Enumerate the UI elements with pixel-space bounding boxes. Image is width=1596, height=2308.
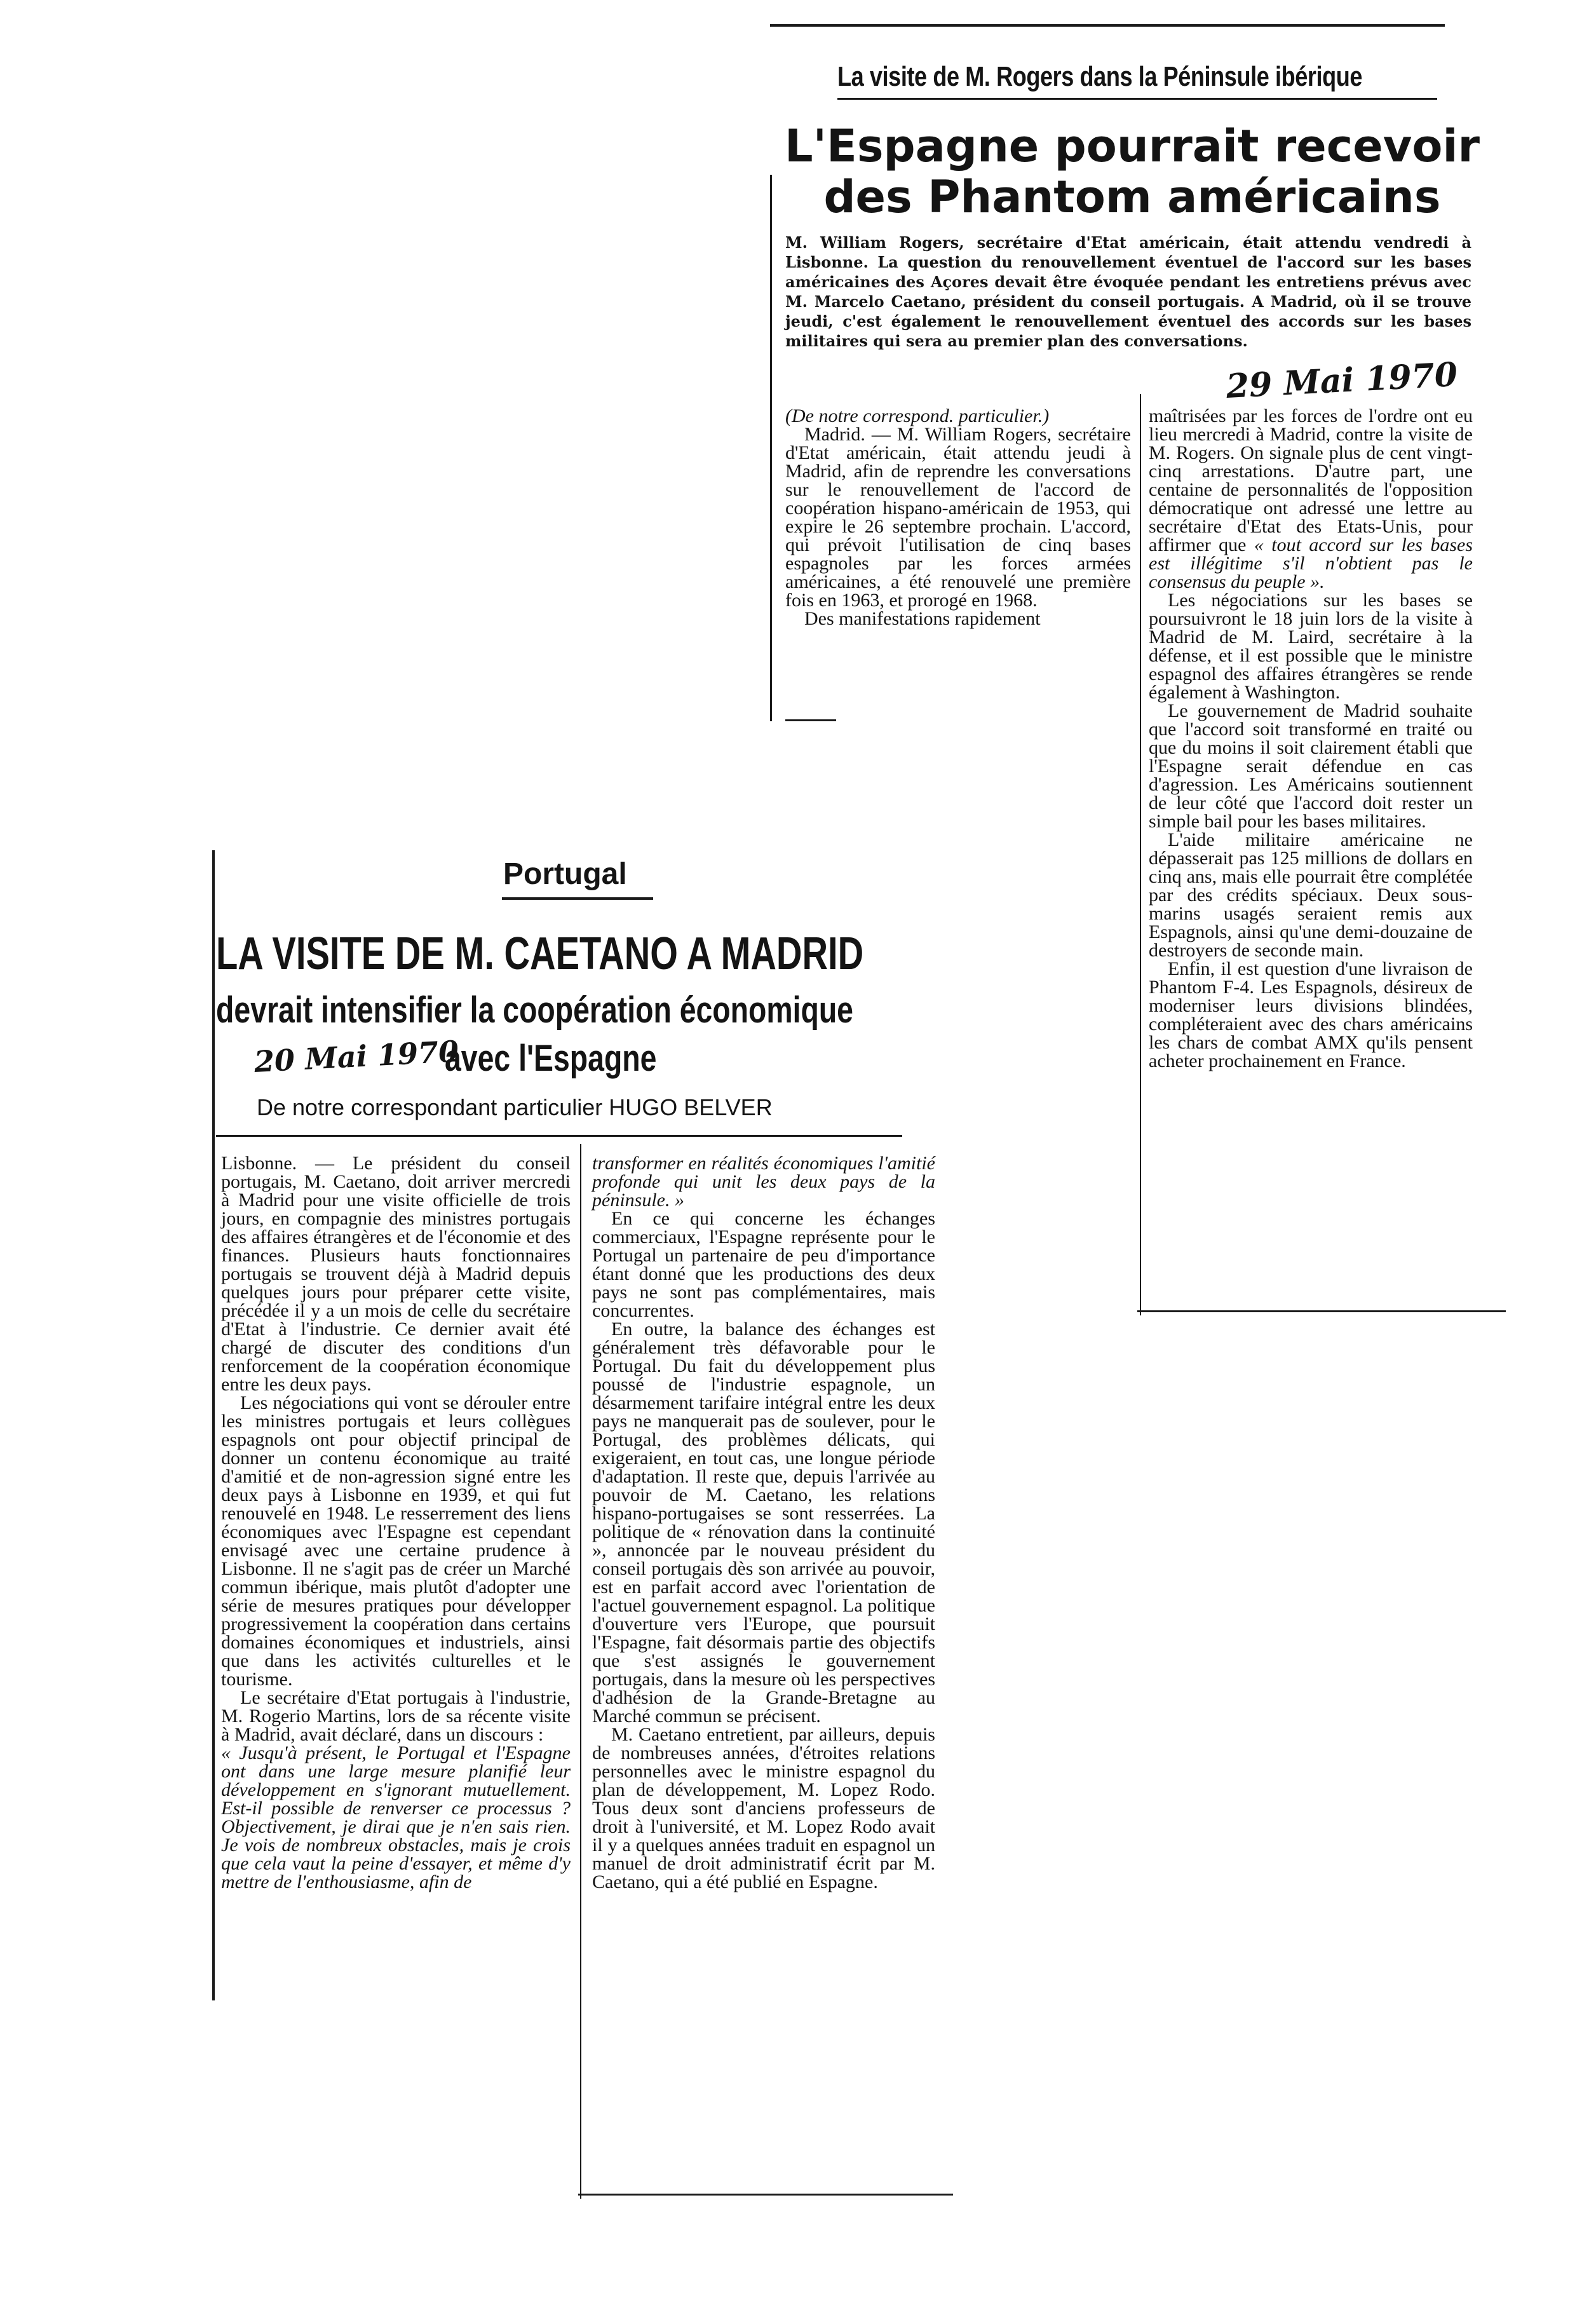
rogers-headline-line1: L'Espagne pourrait recevoir — [785, 120, 1480, 172]
caetano-col2-para-2: En outre, la balance des échanges est généralement très défavorable pour le Portugal. Du fait du développement plus poussé de l'industrie espagnole, un désarmement tarifaire intégral entre les deux pays ne manquerait pas de soulever, pour le Portugal, des problèmes délicats, qui exigeraient, en tout cas, une longue période d'adaptation. Il reste que, depuis l'arrivée au pouvoir de M. Caetano, les relations hispano-portugaises se sont resserrées. La politique de « rénovation dans la continuité », annoncée par le nouveau président du conseil portugais dès son arrivée au pouvoir, est en parfait accord avec l'orientation de l'actuel gouvernement espagnol. La politique d'ouverture vers l'Europe, que poursuit l'Espagne, fait désormais partie des objectifs que s'est assignés le gouvernement portugais, dans la mesure où les perspectives d'adhésion de la Grande-Bretagne au Marché commun se précisent. — [592, 1319, 935, 1727]
caetano-col1-para-1: Lisbonne. — Le président du conseil portugais, M. Caetano, doit arriver mercredi à Madrid pour une visite officielle de trois jours, en compagnie des ministres portugais des affaires étrangères et de l'économie et des finances. Plusieurs hauts fonctionnaires portugais se trouvent déjà à Madrid depuis quelques jours pour préparer cette visite, précédée il y a un mois de celle du secrétaire d'Etat à l'industrie. Ce dernier avait été chargé de discuter des conditions d'un renforcement de la coopération économique entre les deux pays. — [221, 1153, 571, 1395]
section-underline — [502, 897, 653, 900]
caetano-column-2 — [592, 1154, 935, 1891]
caetano-col2-para-3: M. Caetano entretient, par ailleurs, depuis de nombreuses années, d'étroites relations personnelles avec le ministre espagnol du plan de développement, M. Lopez Rodo. Tous deux sont d'anciens professeurs de droit à l'université, et M. Lopez Rodo avait il y a quelques années traduit en espagnol un manuel de droit administratif écrit par M. Caetano, qui a été publié en Espagne. — [592, 1724, 935, 1892]
rogers-handwritten-date: 29 Mai 1970 — [1225, 355, 1459, 406]
rogers-col2-para-1-text: maîtrisées par les forces de l'ordre ont eu lieu mercredi à Madrid, contre la visite de M. Rogers. On signale plus de cent vingt-cinq arrestations. D'autre part, une centaine de personnalités de l'opposition démocratique ont adressé une lettre au secrétaire d'Etat des Etats-Unis, pour affirmer que — [1149, 405, 1473, 555]
rogers-byline: (De notre correspond. particulier.) — [785, 405, 1050, 426]
left-margin-rule — [770, 175, 772, 721]
rogers-col2-para-4: L'aide militaire américaine ne dépasserait pas 125 millions de dollars en cinq ans, mais elle pourrait être complétée par des crédits spéciaux. Deux sous-marins usagés seraient remis aux Espagnols, ainsi qu'une demi-douzaine de destroyers de seconde main. — [1149, 829, 1473, 961]
rogers-headline-line2: des Phantom américains — [823, 171, 1441, 223]
kicker-underline — [837, 98, 1437, 100]
rogers-end-rule — [1137, 1310, 1506, 1312]
rogers-col2-para-3: Le gouvernement de Madrid souhaite que l'accord soit transformé en traité ou que du moins il soit clairement établi que l'Espagne serait défendue en cas d'agression. Les Américains soutiennent de leur côté que l'accord doit rester un simple bail pour les bases militaires. — [1149, 700, 1473, 832]
caetano-headline: LA VISITE DE M. CAETANO A MADRID — [216, 928, 864, 979]
caetano-subhead-line2: avec l'Espagne — [445, 1038, 657, 1079]
rogers-kicker: La visite de M. Rogers dans la Péninsule ibérique — [837, 61, 1363, 92]
caetano-end-rule — [578, 2194, 953, 2196]
rogers-col1-para-1: Madrid. — M. William Rogers, secrétaire d'Etat américain, était attendu jeudi à Madrid, afin de reprendre les conversations sur le renouvellement de l'accord de coopération hispano-américain de 1953, qui expire le 26 septembre prochain. L'accord, qui prévoit l'utilisation de cinq bases espagnoles par les forces armées américaines, a été renouvelé une première fois en 1963, et prorogé en 1968. — [785, 424, 1131, 611]
caetano-section: Portugal — [503, 857, 627, 891]
rogers-col2-para-2: Les négociations sur les bases se poursuivront le 18 juin lors de la visite à Madrid de M. Laird, secrétaire à la défense, et il est possible que le ministre espagnol des affaires étrangères se rende également à Washington. — [1149, 590, 1473, 703]
rogers-col2-quote: « tout accord sur les bases est illégitime s'il n'obtient pas le consensus du peuple ». — [1149, 534, 1473, 592]
caetano-byline: De notre correspondant particulier HUGO BELVER — [257, 1094, 773, 1120]
top-rule — [770, 24, 1445, 27]
rogers-col1-para-2: Des manifestations rapidement — [804, 608, 1041, 629]
caetano-column-1 — [221, 1154, 571, 1891]
rogers-column-1 — [785, 407, 1131, 628]
rogers-column-2 — [1149, 407, 1473, 1070]
rogers-col2-para-5: Enfin, il est question d'une livraison de Phantom F-4. Les Espagnols, désireux de moderniser leurs divisions blindées, compléteraient avec des chars américains les chars de combat AMX qu'ils pensent acheter prochainement en France. — [1149, 958, 1473, 1071]
caetano-column-divider — [580, 1144, 581, 2199]
rogers-chapo: M. William Rogers, secrétaire d'Etat américain, était attendu vendredi à Lisbonne. La question du renouvellement éventuel de l'accord sur les bases américaines des Açores devait être évoquée pendant les entretiens prévus avec M. Marcelo Caetano, président du conseil portugais. A Madrid, où il se trouve jeudi, c'est également le renouvellement éventuel des accords sur les bases militaires qui sera au premier plan des conversations. — [785, 233, 1471, 350]
rogers-col1-end-rule — [785, 719, 836, 721]
caetano-col2-para-1: En ce qui concerne les échanges commerciaux, l'Espagne représente pour le Portugal un partenaire de peu d'importance étant donné que les productions des deux pays ne sont pas complémentaires, mais concurrentes. — [592, 1208, 935, 1321]
byline-underline — [216, 1135, 902, 1137]
caetano-col2-quote: transformer en réalités économiques l'amitié profonde qui unit les deux pays de la péninsule. » — [592, 1153, 935, 1211]
caetano-col1-para-3: Le secrétaire d'Etat portugais à l'industrie, M. Rogerio Martins, lors de sa récente visite à Madrid, avait déclaré, dans un discours : — [221, 1687, 571, 1745]
caetano-left-rule — [212, 850, 215, 2000]
caetano-col1-quote: « Jusqu'à présent, le Portugal et l'Espagne ont dans une large mesure planifié leur développement en s'ignorant mutuellement. Est-il possible de renverser ce processus ? Objectivement, je dirai que je n'en sais rien. Je vois de nombreux obstacles, mais je crois que cela vaut la peine d'essayer, et même d'y mettre de l'enthousiasme, afin de — [221, 1742, 571, 1892]
caetano-col1-para-2: Les négociations qui vont se dérouler entre les ministres portugais et leurs collègues espagnols ont pour objectif principal de donner un contenu économique au traité d'amitié et de non-agression signé entre les deux pays à Lisbonne en 1939, et qui fut renouvelé en 1948. Le resserrement des liens économiques avec l'Espagne est cependant envisagé avec une certaine prudence à Lisbonne. Il ne s'agit pas de créer un Marché commun ibérique, mais plutôt d'adopter une série de mesures pratiques pour développer progressivement la coopération dans certains domaines économiques et industriels, ainsi que dans les activités culturelles et le tourisme. — [221, 1392, 571, 1690]
rogers-col2-para-1 — [1149, 407, 1473, 591]
caetano-handwritten-date: 20 Mai 1970 — [253, 1034, 460, 1079]
rogers-column-divider — [1140, 394, 1141, 1315]
rogers-headline — [783, 121, 1482, 222]
caetano-subhead-line1: devrait intensifier la coopération économique — [216, 989, 853, 1031]
